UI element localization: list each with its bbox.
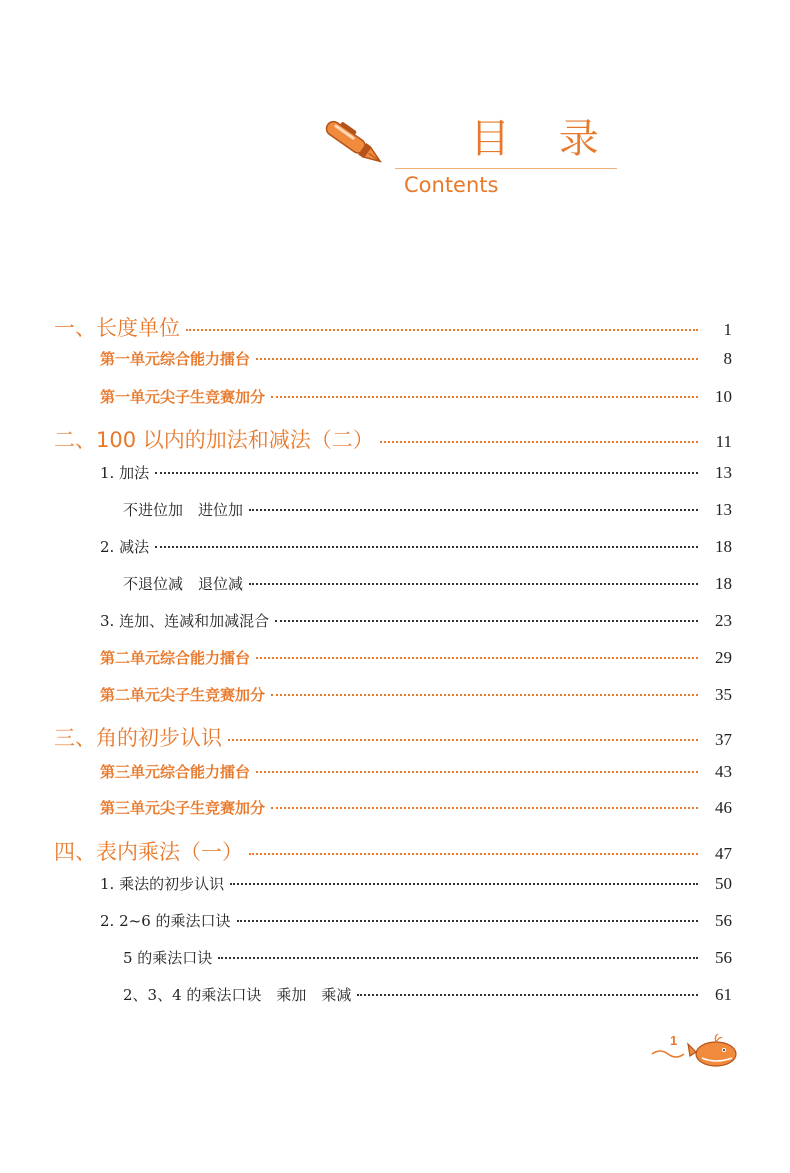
toc-leader-dots	[271, 807, 698, 809]
toc-entry-page: 10	[715, 387, 732, 406]
toc-entry-page: 37	[715, 730, 732, 749]
toc-entry-title: 2、3、4 的乘法口诀 乘加 乘减	[123, 986, 352, 1004]
toc-leader-dots	[155, 472, 698, 474]
toc-entry-page: 46	[715, 798, 732, 817]
page-subtitle: Contents	[404, 173, 499, 197]
whale-icon	[650, 1030, 740, 1070]
toc-entry-title: 第一单元综合能力擂台	[100, 350, 251, 368]
toc-entry-title: 第一单元尖子生竞赛加分	[100, 388, 266, 406]
toc-entry-title: 二、100 以内的加法和减法（二）	[54, 428, 374, 452]
toc-entry-page: 50	[715, 874, 732, 893]
toc-entry-title: 第三单元尖子生竞赛加分	[100, 799, 266, 817]
toc-leader-dots	[256, 657, 698, 659]
toc-entry[interactable]	[54, 722, 732, 752]
toc-entry-page: 29	[715, 648, 732, 667]
toc-entry[interactable]	[54, 424, 732, 454]
toc-entry-page: 13	[715, 500, 732, 519]
toc-entry-page: 18	[715, 574, 732, 593]
toc-leader-dots	[256, 358, 698, 360]
title-divider	[395, 168, 617, 169]
toc-entry[interactable]	[100, 647, 732, 668]
toc-entry-title: 一、长度单位	[54, 316, 180, 340]
toc-entry[interactable]	[100, 386, 732, 407]
toc-leader-dots	[186, 329, 698, 331]
toc-leader-dots	[249, 853, 698, 855]
toc-entry-page: 13	[715, 463, 732, 482]
toc-entry[interactable]	[100, 462, 732, 483]
toc-entry-page: 11	[715, 432, 732, 451]
toc-entry[interactable]	[54, 312, 732, 342]
toc-leader-dots	[249, 509, 698, 511]
toc-entry[interactable]	[54, 836, 732, 866]
toc-leader-dots	[228, 739, 698, 741]
toc-leader-dots	[249, 583, 698, 585]
toc-entry-title: 第二单元尖子生竞赛加分	[100, 686, 266, 704]
toc-entry-title: 四、表内乘法（一）	[54, 840, 243, 864]
toc-entry-title: 第二单元综合能力擂台	[100, 649, 251, 667]
toc-entry[interactable]	[100, 761, 732, 782]
toc-header	[0, 0, 790, 220]
toc-entry-title: 3. 连加、连减和加减混合	[100, 612, 270, 630]
toc-entry[interactable]	[123, 947, 732, 968]
toc-leader-dots	[271, 396, 698, 398]
toc-entry-page: 56	[715, 948, 732, 967]
toc-entry-title: 第三单元综合能力擂台	[100, 763, 251, 781]
toc-entry-page: 61	[715, 985, 732, 1004]
toc-leader-dots	[256, 771, 698, 773]
toc-entry-page: 18	[715, 537, 732, 556]
toc-entry-title: 2. 2~6 的乘法口诀	[100, 912, 231, 930]
toc-entry-title: 三、角的初步认识	[54, 726, 222, 750]
toc-entry[interactable]	[100, 797, 732, 818]
toc-entry-title: 不退位减 退位减	[123, 575, 244, 593]
toc-entry-page: 35	[715, 685, 732, 704]
toc-leader-dots	[218, 957, 698, 959]
toc-leader-dots	[357, 994, 698, 996]
toc-leader-dots	[380, 441, 698, 443]
toc-entry[interactable]	[100, 610, 732, 631]
fountain-pen-icon	[318, 114, 390, 172]
toc-entry-page: 56	[715, 911, 732, 930]
toc-entry[interactable]	[100, 684, 732, 705]
toc-leader-dots	[230, 883, 698, 885]
toc-entry[interactable]	[100, 873, 732, 894]
toc-entry[interactable]	[123, 573, 732, 594]
toc-entry-title: 不进位加 进位加	[123, 501, 244, 519]
toc-leader-dots	[155, 546, 698, 548]
toc-entry-page: 8	[723, 349, 732, 368]
toc-leader-dots	[237, 920, 698, 922]
toc-entry-title: 1. 乘法的初步认识	[100, 875, 225, 893]
toc-entry[interactable]	[123, 499, 732, 520]
toc-entry[interactable]	[123, 984, 732, 1005]
toc-leader-dots	[271, 694, 698, 696]
page-title: 目 录	[470, 116, 617, 162]
toc-entry-page: 23	[715, 611, 732, 630]
toc-entry-page: 47	[715, 844, 732, 863]
toc-entry[interactable]	[100, 910, 732, 931]
toc-entry-title: 5 的乘法口诀	[123, 949, 213, 967]
toc-entry-page: 1	[723, 320, 732, 339]
toc-entry-title: 1. 加法	[100, 464, 150, 482]
toc-entry-title: 2. 减法	[100, 538, 150, 556]
toc-entry[interactable]	[100, 536, 732, 557]
toc-leader-dots	[275, 620, 698, 622]
toc-entry[interactable]	[100, 348, 732, 369]
toc-entry-page: 43	[715, 762, 732, 781]
page-number: 1	[670, 1033, 678, 1048]
